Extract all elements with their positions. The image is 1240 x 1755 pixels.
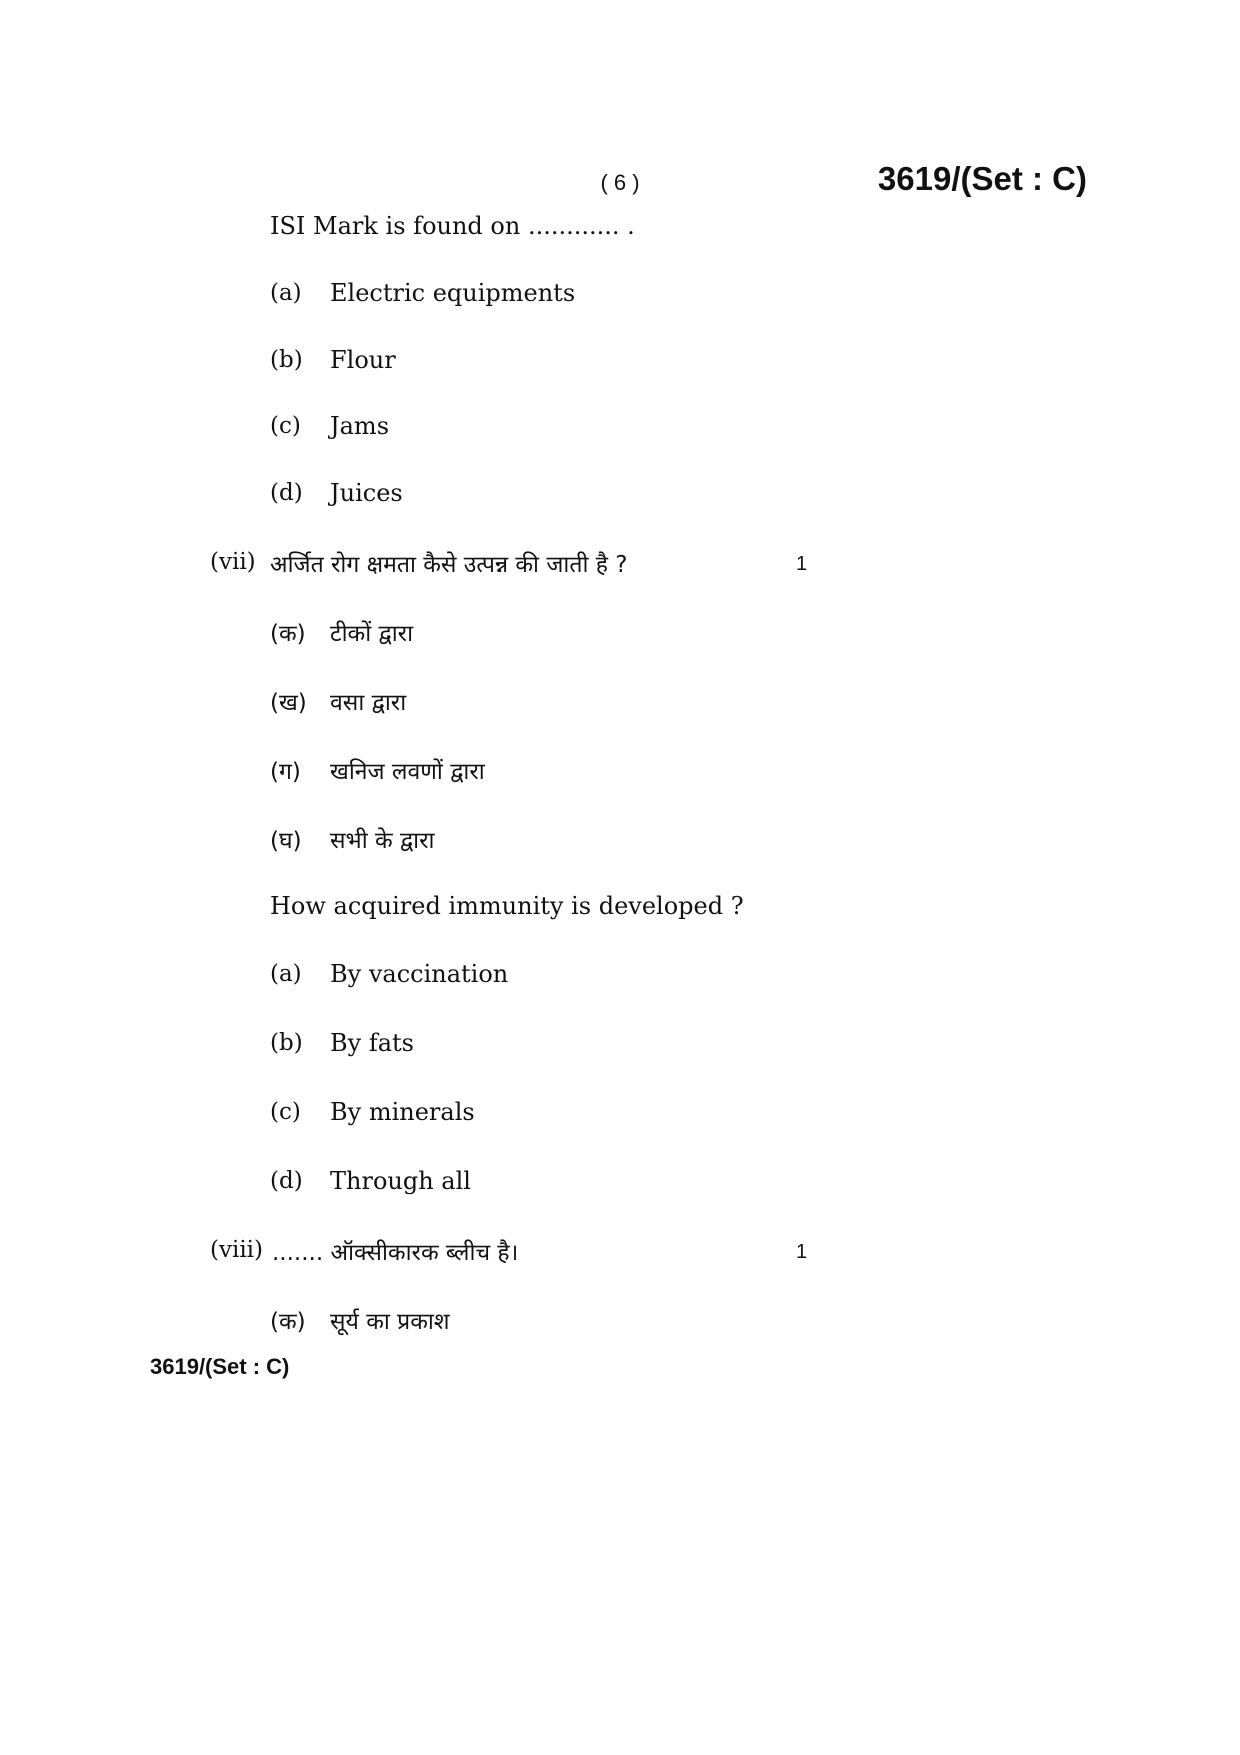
question-vi-stem-english: ISI Mark is found on ............ . (270, 212, 635, 240)
question-viii-stem-hindi: ....... ऑक्सीकारक ब्लीच है। (272, 1240, 519, 1266)
question-vii-option-d-label: (d) (270, 1168, 303, 1194)
question-vii-option-ga-label: (ग) (270, 759, 301, 785)
question-vi-option-c-label: (c) (270, 413, 301, 439)
question-vii-option-gha-text: सभी के द्वारा (330, 828, 435, 854)
question-viii-marks: 1 (796, 1241, 808, 1263)
question-vii-option-ka-label: (क) (270, 621, 306, 647)
question-vii-option-a-label: (a) (270, 961, 302, 987)
question-vii-option-ga-text: खनिज लवणों द्वारा (330, 759, 485, 785)
question-viii-number: (viii) (210, 1237, 264, 1263)
page-number: ( 6 ) (600, 170, 640, 195)
paper-code-footer: 3619/(Set : C) (150, 1354, 290, 1379)
question-vii-option-b-text: By fats (330, 1029, 414, 1057)
question-vii-option-ka-text: टीकों द्वारा (330, 621, 414, 647)
question-vi-option-a-label: (a) (270, 280, 302, 306)
question-vii-option-gha-label: (घ) (270, 828, 302, 854)
question-vii-option-kha-text: वसा द्वारा (330, 690, 407, 716)
question-vii-option-kha-label: (ख) (270, 690, 307, 716)
question-vi-option-c-text: Jams (330, 412, 390, 440)
question-viii-option-ka-text: सूर्य का प्रकाश (330, 1309, 450, 1335)
paper-code-header: 3619/(Set : C) (877, 160, 1087, 197)
question-vi-option-b-label: (b) (270, 347, 303, 373)
question-vi-option-d-label: (d) (270, 480, 303, 506)
question-viii-option-ka-label: (क) (270, 1309, 306, 1335)
question-vii-option-a-text: By vaccination (330, 960, 509, 988)
question-vii-option-b-label: (b) (270, 1030, 303, 1056)
question-vii-option-d-text: Through all (330, 1167, 471, 1195)
question-vi-option-a-text: Electric equipments (330, 279, 576, 307)
question-vii-marks: 1 (796, 553, 808, 575)
question-vii-option-c-text: By minerals (330, 1098, 475, 1126)
question-vi-option-d-text: Juices (330, 479, 403, 507)
question-vii-stem-hindi: अर्जित रोग क्षमता कैसे उत्पन्न की जाती है ? (270, 552, 628, 578)
question-vii-option-c-label: (c) (270, 1099, 301, 1125)
question-vi-option-b-text: Flour (330, 346, 396, 374)
question-vii-number: (vii) (210, 549, 256, 575)
question-vii-stem-english: How acquired immunity is developed ? (270, 892, 744, 920)
